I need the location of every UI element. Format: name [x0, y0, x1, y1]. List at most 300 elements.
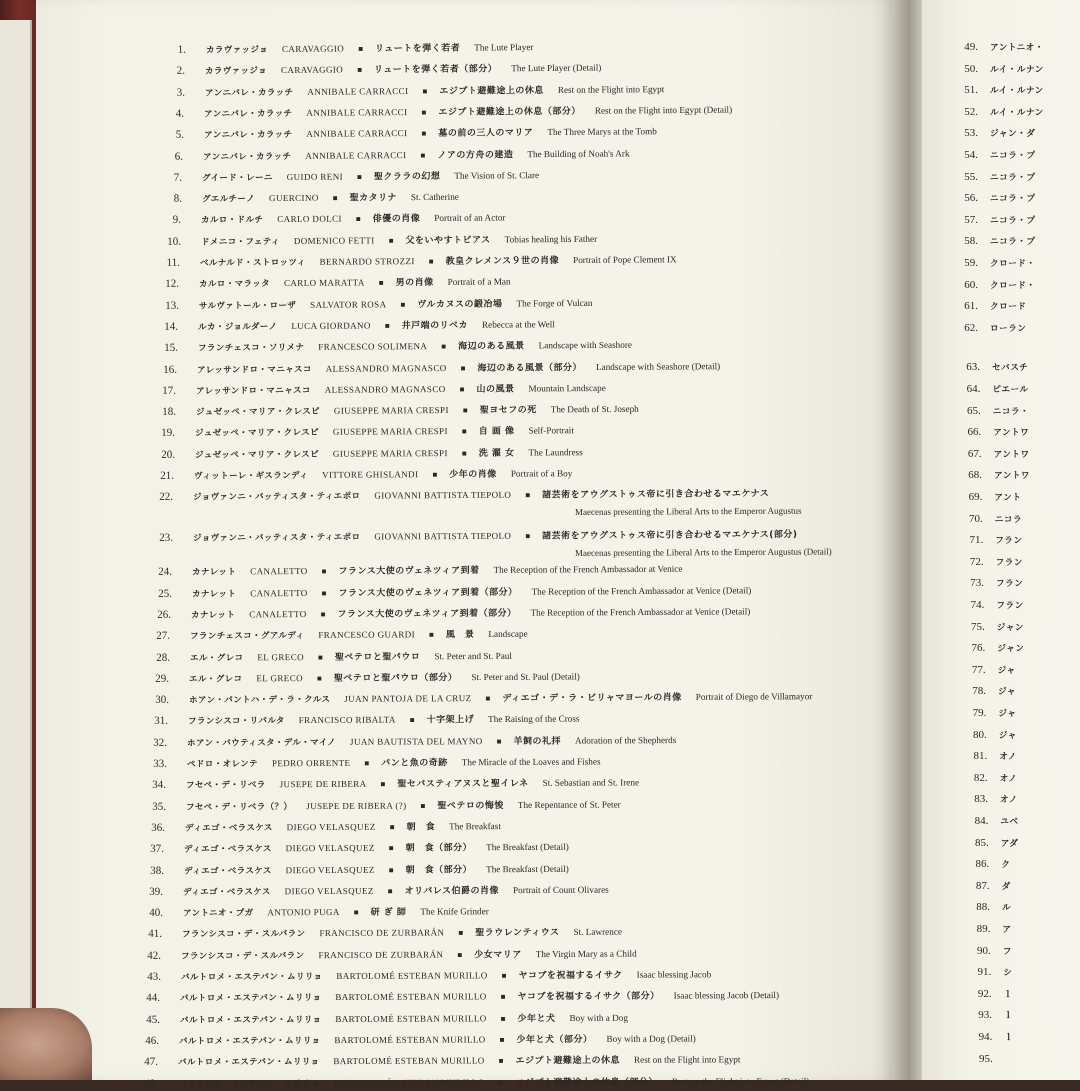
artist-name-ja: ジャ — [998, 730, 1017, 741]
artist-name-ja: フランシスコ・リバルタ — [187, 716, 285, 728]
title-en: The Lute Player (Detail) — [511, 62, 602, 74]
artist-name-en: ANNIBALE CARRACCI — [305, 128, 408, 140]
artist-name-en: DIEGO VELASQUEZ — [286, 842, 376, 854]
entry-number: 1. — [177, 43, 187, 56]
entry-number: 95. — [979, 1052, 993, 1065]
separator-mark: ■ — [379, 278, 384, 288]
separator-mark: ■ — [432, 470, 438, 480]
title-en: The Reception of the French Ambassador at Venice (Detail) — [530, 606, 751, 618]
catalog-entry-partial — [938, 685, 1016, 697]
entry-number: 56. — [964, 192, 978, 205]
title-ja: 聖ヨセフの死 — [479, 405, 537, 416]
title-ja: 海辺のある風景 — [457, 341, 525, 353]
title-ja: 父をいやすトビアス — [405, 235, 491, 246]
entry-number: 93. — [978, 1009, 992, 1022]
artist-name-en: GUIDO RENI — [287, 171, 344, 182]
artist-name-en: LUCA GIORDANO — [291, 320, 372, 331]
artist-name-ja: ジョヴァンニ・バッティスタ・ティエポロ — [193, 491, 361, 503]
entry-number: 85. — [975, 836, 989, 849]
artist-name-ja: カラヴァッジョ — [205, 66, 268, 77]
entry-number: 74. — [970, 599, 985, 611]
entry-number: 47. — [144, 1056, 159, 1069]
separator-mark: ■ — [357, 172, 363, 182]
artist-name-ja: セバスチ — [992, 363, 1029, 374]
artist-name-ja: ホアン・バウティスタ・デル・マイノ — [187, 737, 337, 749]
artist-name-ja: ジュゼッペ・マリア・クレスピ — [195, 406, 320, 418]
catalog-entry-partial — [938, 664, 1016, 676]
artist-name-en: JUAN BAUTISTA DEL MAYNO — [350, 735, 484, 747]
title-en: St. Peter and St. Paul — [434, 650, 512, 661]
entry-number: 91. — [977, 966, 992, 979]
entry-number: 3. — [176, 86, 185, 99]
separator-mark: ■ — [500, 992, 506, 1002]
artist-name-ja: ニコラ・プ — [990, 151, 1036, 161]
artist-name-ja: アンニバレ・カラッチ — [204, 108, 293, 120]
catalog-entry — [136, 563, 683, 579]
artist-name-ja: アダ — [1000, 838, 1019, 849]
title-en: The Reception of the French Ambassador at Venice — [493, 564, 683, 576]
catalog-entry-partial — [930, 41, 1044, 53]
separator-mark: ■ — [357, 65, 363, 75]
artist-name-ja: アレッサンドロ・マニャスコ — [196, 385, 312, 397]
title-en: Rest on the Flight into Egypt — [634, 1054, 741, 1065]
separator-mark: ■ — [421, 107, 427, 117]
catalog-entry-partial — [932, 383, 1028, 395]
artist-name-ja: カナレット — [190, 610, 236, 621]
artist-name-en: BARTOLOMÉ ESTEBAN MURILLO — [334, 1034, 486, 1045]
artist-name-ja: オノ — [999, 752, 1017, 763]
artist-name-en: CANALETTO — [249, 608, 307, 620]
artist-name-ja: カラヴァッジョ — [205, 45, 269, 56]
artist-name-ja: ルイ・ルナン — [990, 86, 1044, 97]
artist-name-ja: アンニバレ・カラッチ — [202, 151, 292, 163]
artist-name-en: DIEGO VELASQUEZ — [284, 885, 374, 897]
catalog-entry-partial — [930, 257, 1035, 269]
artist-name-en: DIEGO VELASQUEZ — [286, 821, 376, 833]
title-en: The Breakfast (Detail) — [485, 863, 569, 874]
artist-name-ja: ホアン・パントハ・デ・ラ・クルス — [188, 694, 330, 706]
artist-name-ja: フセペ・デ・リベラ（？） — [185, 801, 292, 813]
entry-number: 62. — [964, 321, 978, 334]
entry-number: 64. — [966, 383, 981, 395]
title-en: Rest on the Flight into Egypt (Detail) — [594, 104, 733, 116]
title-ja: エジプト避難途上の休息（部分） — [438, 106, 582, 118]
artist-name-ja: ディエゴ・ベラスケス — [183, 865, 272, 877]
title-en: Maecenas presenting the Liberal Arts to the Emperor Augustus (Detail) — [574, 546, 832, 559]
artist-name-ja: ジャ — [998, 687, 1017, 698]
catalog-entry — [148, 103, 732, 120]
title-ja: パンと魚の奇跡 — [381, 758, 448, 769]
entry-number: 57. — [964, 213, 978, 226]
title-ja: 十字架上げ — [426, 715, 475, 726]
catalog-entry — [125, 968, 711, 984]
artist-name-ja: アンニバレ・カラッチ — [204, 87, 294, 99]
entry-number: 79. — [972, 707, 987, 719]
artist-name-ja: アントワ — [993, 428, 1030, 439]
thumb — [0, 1008, 92, 1080]
catalog-entry — [127, 883, 609, 898]
artist-name-ja: フラン — [995, 536, 1023, 547]
title-en: The Building of Noah's Ark — [527, 147, 630, 159]
artist-name-ja: バルトロメ・エステバン・ムリリョ — [180, 972, 323, 983]
entry-number: 61. — [964, 300, 978, 313]
artist-name-ja: グイード・レーニ — [202, 172, 274, 184]
catalog-entry-partial — [930, 149, 1035, 161]
catalog-entry-partial — [936, 577, 1023, 589]
catalog-entry — [147, 147, 630, 164]
catalog-entry-partial — [943, 945, 1012, 957]
separator-mark: ■ — [356, 214, 361, 224]
catalog-entry — [146, 191, 459, 206]
catalog-entry — [133, 690, 812, 707]
title-en: The Vision of St. Clare — [454, 169, 540, 181]
separator-mark: ■ — [321, 588, 327, 598]
entry-number: 12. — [165, 278, 180, 291]
artist-name-ja: ジャ — [997, 665, 1016, 676]
catalog-entry — [128, 862, 569, 877]
adjacent-page-edge — [0, 20, 32, 1020]
artist-name-ja: ヴィットーレ・ギスランディ — [193, 470, 309, 482]
artist-name-ja: ジャン — [996, 622, 1024, 633]
separator-mark: ■ — [320, 609, 326, 619]
entry-number: 94. — [978, 1031, 993, 1043]
artist-name-en: BARTOLOMÉ ESTEBAN MURILLO — [335, 991, 487, 1003]
separator-mark: ■ — [429, 630, 435, 640]
artist-name-en: BERNARDO STROZZI — [319, 256, 415, 267]
artist-name-ja: カルロ・マラッタ — [199, 279, 271, 290]
artist-name-ja: エル・グレコ — [189, 674, 243, 685]
catalog-entry — [136, 584, 751, 601]
entry-number: 69. — [968, 491, 983, 503]
title-en: The Three Marys at the Tomb — [546, 126, 657, 138]
catalog-entry-partial — [942, 923, 1011, 935]
title-ja: リュートを弾く若者 — [374, 43, 461, 55]
entry-number: 37. — [150, 843, 165, 856]
entry-number: 17. — [162, 384, 177, 397]
entry-number: 89. — [976, 923, 991, 935]
catalog-entry — [140, 382, 606, 398]
title-en: The Laundress — [528, 446, 583, 458]
entry-number: 4. — [175, 107, 185, 120]
artist-name-en: FRANCISCO DE ZURBARÁN — [319, 927, 445, 939]
artist-name-en: JUAN PANTOJA DE LA CRUZ — [343, 693, 472, 704]
entry-number: 35. — [151, 800, 166, 813]
artist-name-en: FRANCESCO SOLIMENA — [317, 341, 427, 353]
separator-mark: ■ — [384, 321, 390, 331]
entry-number: 76. — [971, 642, 986, 655]
entry-number: 80. — [973, 728, 987, 741]
catalog-entry-partial — [944, 1009, 1013, 1021]
artist-name-en: GIUSEPPE MARIA CRESPI — [333, 405, 449, 416]
entry-number: 23. — [159, 532, 173, 545]
entry-number: 24. — [158, 566, 173, 579]
separator-mark: ■ — [421, 129, 426, 139]
title-en: Isaac blessing Jacob — [636, 969, 711, 980]
artist-name-ja: ニコラ — [994, 514, 1023, 525]
artist-name-ja: フランチェスコ・ソリメナ — [197, 343, 304, 354]
artist-name-en: JUSEPE DE RIBERA — [279, 779, 367, 790]
catalog-entry-partial — [933, 405, 1029, 417]
separator-mark: ■ — [462, 427, 467, 437]
artist-name-en: CARLO MARATTA — [284, 277, 366, 289]
artist-name-en: DIEGO VELASQUEZ — [285, 864, 375, 875]
artist-name-ja: サルヴァトール・ローザ — [198, 300, 296, 312]
separator-mark: ■ — [409, 715, 415, 725]
right-page — [922, 0, 1080, 1080]
title-en: The Breakfast (Detail) — [486, 841, 570, 853]
artist-name-ja: バルトロメ・エステバン・ムリリョ — [180, 993, 322, 1005]
entry-number: 19. — [161, 427, 176, 440]
artist-name-ja: ジャン — [997, 644, 1025, 655]
catalog-entry — [137, 528, 812, 545]
separator-mark: ■ — [525, 490, 531, 500]
catalog-entry-partial — [930, 106, 1044, 118]
catalog-entry-partial — [930, 84, 1044, 96]
catalog-entry — [122, 1075, 809, 1091]
title-ja: 聖ラウレンティウス — [475, 928, 560, 939]
catalog-entry — [130, 798, 621, 814]
catalog-entry-partial — [940, 772, 1018, 784]
catalog-entry — [142, 339, 632, 355]
artist-name-en: SALVATOR ROSA — [309, 298, 387, 310]
catalog-entry-partial — [930, 235, 1035, 247]
left-page — [36, 0, 896, 1090]
catalog-entry — [134, 628, 528, 643]
artist-name-ja: ディエゴ・ベラスケス — [184, 823, 273, 834]
catalog-entry-partial — [934, 491, 1021, 503]
title-ja: ヴルカヌスの鍛冶場 — [417, 299, 503, 310]
entry-number: 82. — [973, 771, 988, 784]
separator-mark: ■ — [420, 150, 426, 160]
entry-number: 8. — [173, 192, 182, 205]
title-ja: 少女マリア — [474, 949, 523, 961]
title-en: The Lute Player — [474, 42, 534, 53]
artist-name-ja: ルイ・ルナン — [990, 107, 1044, 118]
entry-number: 51. — [964, 84, 978, 97]
separator-mark: ■ — [422, 86, 428, 96]
title-ja: 少年と犬（部分） — [516, 1034, 593, 1046]
artist-name-ja: ペドロ・オレンテ — [186, 759, 258, 770]
title-en: The Virgin Mary as a Child — [536, 948, 638, 959]
catalog-entry — [125, 947, 637, 962]
entry-number: 54. — [964, 149, 978, 161]
entry-number: 72. — [969, 555, 984, 568]
title-en: St. Catherine — [410, 191, 459, 203]
artist-name-ja: フランシスコ・デ・スルバラン — [181, 929, 306, 941]
catalog-entry-partial — [935, 513, 1022, 525]
title-en: Rest on the Flight into Egypt — [557, 83, 665, 95]
catalog-entry — [138, 467, 572, 483]
separator-mark: ■ — [380, 779, 386, 789]
artist-name-ja: アントワ — [993, 449, 1030, 460]
entry-number: 88. — [976, 901, 990, 914]
artist-name-ja: ア — [1002, 925, 1012, 935]
artist-name-ja: フ — [1002, 946, 1012, 957]
artist-name-en: CANALETTO — [249, 587, 308, 598]
title-ja: 井戸端のリベカ — [401, 320, 469, 332]
entry-number: 52. — [964, 105, 978, 118]
title-ja: 研 ぎ 師 — [370, 907, 407, 918]
artist-name-en: FRANCESCO GUARDI — [318, 629, 416, 641]
artist-name-ja: ルイ・ルナン — [990, 64, 1044, 75]
artist-name-ja: バルトロメ・エステバン・ムリリョ — [178, 1036, 321, 1047]
entry-number: 7. — [174, 171, 183, 184]
artist-name-ja: バルトロメ・エステバン・ムリリョ — [177, 1078, 320, 1090]
artist-name-ja: ｌ — [1003, 989, 1013, 1000]
artist-name-ja: アントニオ・プガ — [182, 908, 254, 919]
artist-name-en: ANNIBALE CARRACCI — [307, 85, 409, 97]
title-en: Landscape with Seashore — [538, 339, 632, 351]
entry-number: 58. — [964, 235, 978, 248]
catalog-entry-partial — [941, 858, 1010, 870]
title-ja: ヤコブを祝福するイサク（部分） — [517, 991, 660, 1003]
entry-number: 26. — [157, 608, 172, 621]
artist-name-ja: ル — [1002, 903, 1012, 914]
entry-number: 11. — [166, 256, 181, 269]
catalog-entry — [137, 487, 783, 504]
title-ja: 教皇クレメンス９世の肖像 — [445, 256, 560, 267]
title-ja: エジプト避難途上の休息 — [515, 1056, 621, 1067]
catalog-entry-partial — [940, 815, 1018, 827]
title-ja: ノアの方舟の建造 — [437, 149, 514, 161]
catalog-entry-partial — [942, 901, 1011, 913]
artist-name-en: DOMENICO FETTI — [293, 235, 375, 246]
entry-number: 31. — [154, 715, 169, 728]
artist-name-en: BARTOLOMÉ ESTEBAN MURILLO — [333, 1076, 485, 1088]
title-ja: 聖カタリナ — [349, 193, 397, 204]
title-en: Rest on the Flight into Egypt (Detail) — [671, 1075, 810, 1087]
artist-name-ja: アレッサンドロ・マニャスコ — [196, 364, 312, 376]
entry-number: 39. — [149, 885, 164, 898]
artist-name-en: CANALETTO — [250, 566, 308, 577]
title-en: The Raising of the Cross — [488, 713, 580, 725]
entry-number: 40. — [148, 906, 163, 919]
entry-number: 2. — [177, 65, 186, 78]
artist-name-ja: ニコラ・プ — [990, 172, 1036, 183]
title-ja: 洗 濯 女 — [478, 448, 515, 459]
catalog-entry-partial — [941, 837, 1019, 849]
catalog-entry — [128, 841, 569, 856]
catalog-entry-partial — [937, 621, 1024, 633]
entry-number: 15. — [163, 341, 178, 355]
catalog-entry — [130, 777, 639, 793]
title-ja: ヤコブを祝福するイサク — [518, 970, 623, 982]
artist-name-ja: ジュゼッペ・マリア・クレスピ — [195, 428, 320, 440]
title-ja: フランス大使のヴェネツィア到着（部分） — [338, 587, 518, 599]
entry-number: 81. — [973, 750, 988, 763]
title-ja: 諸芸術をアウグストゥス帝に引き合わせるマエケナス(部分) — [541, 530, 798, 542]
entry-number: 67. — [967, 447, 982, 460]
separator-mark: ■ — [400, 299, 406, 309]
artist-name-ja: フランチェスコ・グアルディ — [190, 631, 305, 642]
entry-number: 10. — [166, 235, 181, 248]
catalog-entry-partial — [930, 279, 1035, 291]
artist-name-en: BARTOLOMÉ ESTEBAN MURILLO — [334, 1012, 487, 1024]
artist-name-ja: ドメニコ・フェティ — [200, 236, 280, 248]
separator-mark: ■ — [458, 928, 464, 938]
catalog-entry — [134, 649, 512, 664]
separator-mark: ■ — [459, 384, 465, 394]
title-en: Portrait of Count Olivares — [513, 884, 609, 895]
entry-number: 49. — [964, 41, 978, 53]
catalog-entry-partial — [945, 1053, 1005, 1065]
separator-mark: ■ — [387, 886, 393, 896]
artist-name-ja: ジュゼッペ・マリア・クレスピ — [194, 449, 319, 461]
separator-mark: ■ — [460, 363, 466, 373]
title-en: Tobias healing his Father — [504, 233, 597, 245]
artist-name-ja: グエルチーノ — [201, 194, 255, 205]
entry-number: 6. — [174, 150, 184, 163]
separator-mark: ■ — [353, 907, 359, 917]
artist-name-ja: カルロ・ドルチ — [201, 215, 264, 226]
catalog-entry — [146, 169, 539, 185]
title-ja: 山の風景 — [476, 384, 515, 395]
catalog-entry — [124, 1011, 628, 1026]
artist-name-en: GIOVANNI BATTISTA TIEPOLO — [374, 489, 512, 501]
entry-number: 28. — [156, 651, 170, 664]
title-en: The Knife Grinder — [419, 906, 489, 917]
entry-number: 65. — [967, 404, 981, 417]
title-ja: 諸芸術をアウグストゥス帝に引き合わせるマエケナス — [542, 489, 770, 501]
separator-mark: ■ — [457, 950, 463, 960]
separator-mark: ■ — [461, 448, 467, 458]
entry-number: 13. — [165, 299, 179, 312]
separator-mark: ■ — [462, 405, 468, 416]
artist-name-ja: フランシスコ・デ・スルバラン — [181, 950, 305, 962]
artist-name-ja: ルカ・ジョルダーノ — [198, 321, 278, 333]
entry-number: 90. — [977, 944, 991, 957]
title-ja: リュートを弾く若者（部分） — [374, 64, 498, 76]
artist-name-ja: ニコラ・プ — [990, 215, 1036, 226]
entry-number: 5. — [175, 128, 184, 141]
entry-number: 38. — [150, 864, 164, 877]
artist-name-ja: クロード・ — [990, 259, 1036, 269]
entry-number: 73. — [970, 577, 984, 590]
title-en: Portrait of an Actor — [434, 212, 506, 224]
artist-name-ja: フセペ・デ・リベラ — [186, 780, 266, 792]
entry-number: 60. — [964, 278, 978, 291]
separator-mark: ■ — [317, 652, 323, 662]
separator-mark: ■ — [388, 235, 394, 245]
catalog-entry-partial — [933, 426, 1029, 438]
title-en: Adoration of the Shepherds — [575, 734, 677, 746]
entry-number: 66. — [967, 426, 982, 439]
artist-name-ja: ｌ — [1004, 1011, 1014, 1022]
title-ja: ディエゴ・デ・ラ・ビリャマヨールの肖像 — [501, 693, 682, 705]
artist-name-ja: フラン — [996, 579, 1024, 590]
title-ja: 聖ペテロの悔悛 — [436, 800, 504, 811]
separator-mark: ■ — [420, 801, 426, 811]
catalog-entry-partial — [932, 361, 1028, 373]
separator-mark: ■ — [428, 256, 434, 267]
title-ja: 羊飼の礼拝 — [513, 736, 562, 747]
title-en: Mountain Landscape — [528, 382, 607, 394]
artist-name-en: EL GRECO — [257, 651, 304, 662]
entry-number: 78. — [972, 685, 986, 698]
entry-number: 36. — [151, 821, 166, 834]
catalog-entry-partial — [936, 556, 1023, 568]
catalog-entry — [122, 1054, 741, 1070]
artist-name-en: VITTORE GHISLANDI — [322, 469, 419, 480]
catalog-entry-partial — [944, 988, 1013, 1000]
title-en: Landscape — [488, 628, 529, 640]
catalog-entry-partial — [930, 127, 1035, 139]
entry-number: 27. — [156, 629, 171, 643]
entry-number: 75. — [971, 620, 985, 633]
artist-name-en: BARTOLOMÉ ESTEBAN MURILLO — [333, 1055, 486, 1067]
artist-name-ja: ク — [1001, 860, 1011, 871]
catalog-entry — [149, 62, 601, 78]
